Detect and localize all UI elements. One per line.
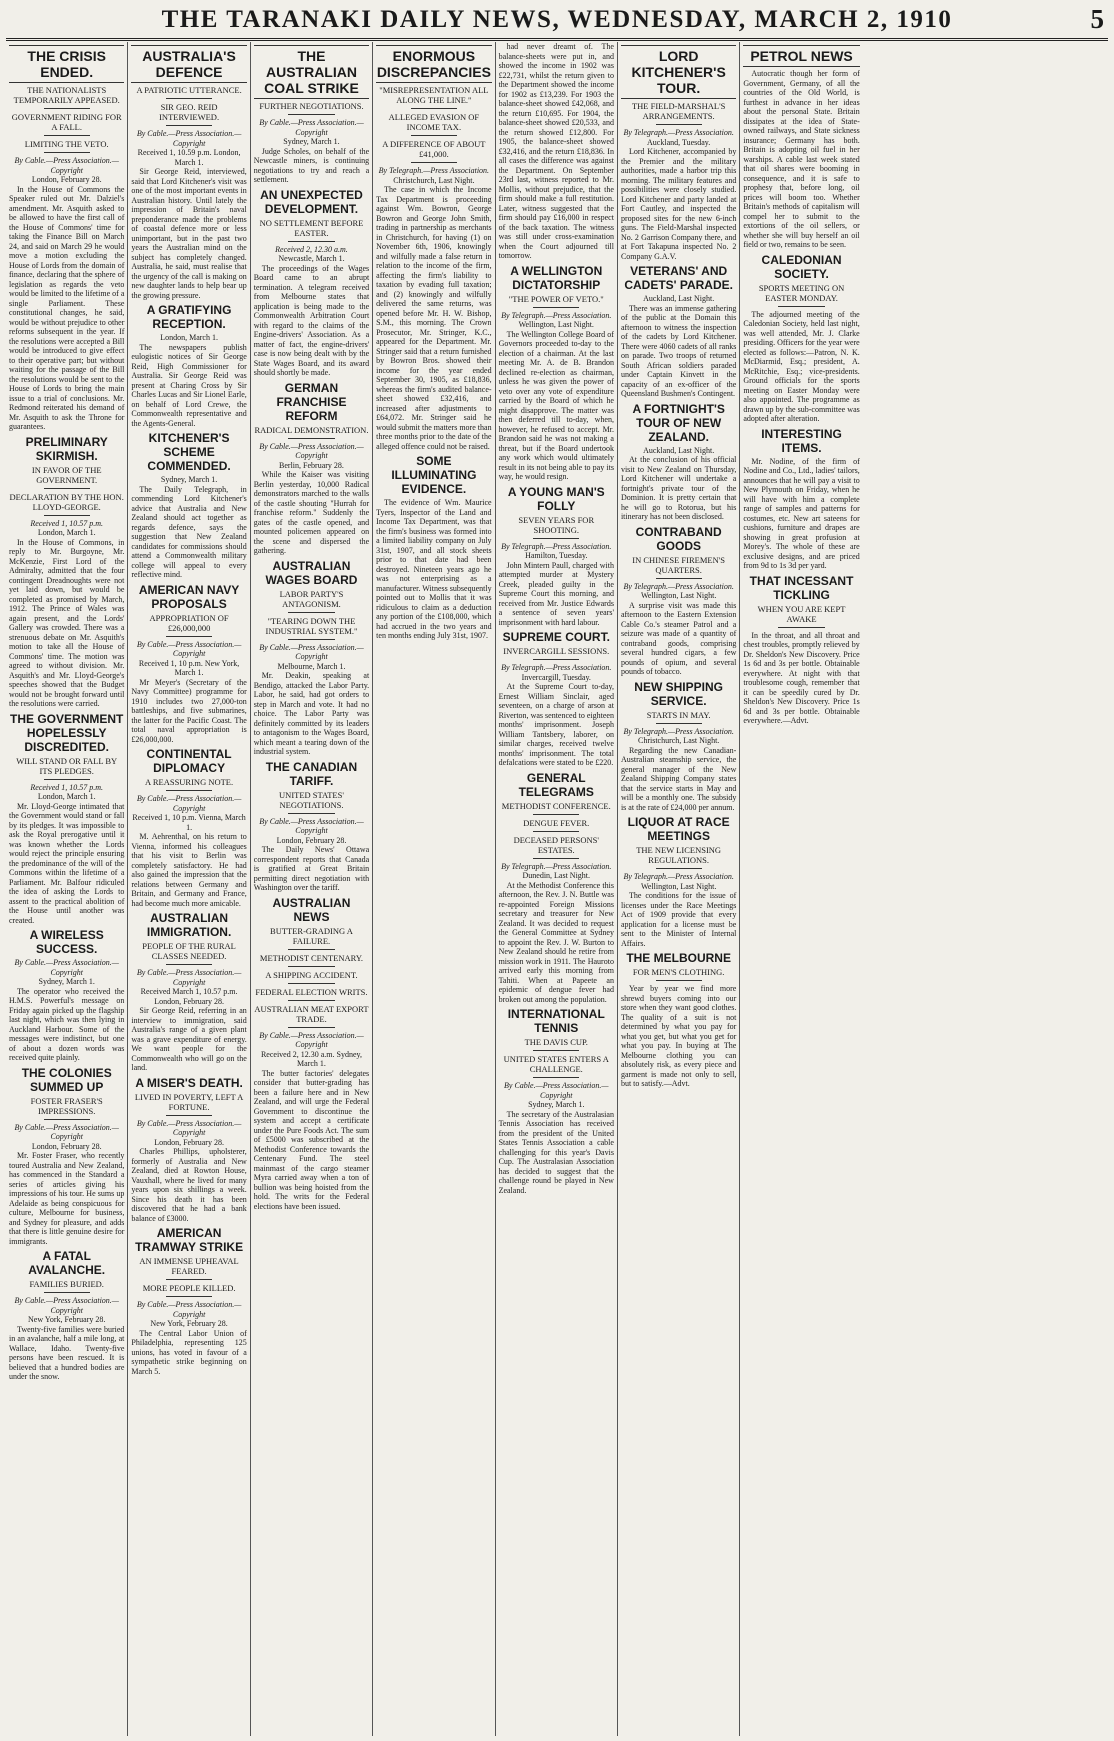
article-headline: AMERICAN TRAMWAY STRIKE (135, 1226, 244, 1254)
article-dateline: Received 1, 10 p.m. New York, March 1. (138, 658, 240, 677)
article-headline: A MISER'S DEATH. (135, 1075, 243, 1090)
article-subhead: FOR MEN'S CLOTHING. (632, 967, 725, 977)
article-dateline: Sydney, March 1. (283, 137, 340, 146)
divider (44, 152, 90, 153)
divider (288, 966, 334, 967)
article-headline: SOME ILLUMINATING EVIDENCE. (391, 454, 477, 496)
article-source: By Cable.—Press Association.—Copyright (14, 1296, 119, 1315)
article-headline: THE CANADIAN TARIFF. (265, 759, 358, 788)
article (131, 583, 246, 745)
article-source: By Cable.—Press Association.—Copyright (14, 958, 119, 977)
article (621, 264, 736, 399)
article-source: By Telegraph.—Press Association. (623, 726, 734, 736)
article-subhead: DECLARATION BY THE HON. LLOYD-GEORGE. (9, 491, 124, 512)
article-body: In the House of Commons the Speaker ruled out Mr. Dalziel's amendment. Mr. Asquith asked to be allowed to have the first call of the House of Commons' time for taking the Finance Bill on March 24, and said on March 29 he would move a motion excluding the House of Lords from the domain of finance, declaring that the sphere of legislation as regards the veto would be limited to the lifetime of a single Parliament. These constitutional changes, he said, would be without prejudice to other reforms subsequent in the year. If the resolutions were accepted a Bill would be introduced to give effect to their operative part; but without waiting for the passage of the Bill the resolutions would be sent to the House of Lords to bring the main issue to a trial of conclusions. Mr. Redmond reiterated his demand of Mr. Asquith to ask the Throne for guarantees. (9, 184, 125, 431)
article (9, 928, 124, 1063)
page-number: 5 (1090, 4, 1104, 34)
divider (166, 1296, 212, 1297)
article-headline: AUSTRALIAN NEWS (272, 895, 351, 924)
article-subhead: IN CHINESE FIREMEN'S QUARTERS. (632, 554, 725, 575)
divider (288, 612, 334, 613)
column-1 (6, 42, 128, 1736)
article-dateline: Received 1, 10 p.m. Vienna, March 1. (132, 813, 246, 832)
divider (533, 538, 579, 539)
divider (44, 488, 90, 489)
article-dateline: London, February 28. (31, 175, 102, 184)
divider (44, 1119, 90, 1120)
article (254, 45, 369, 185)
article-subhead: RADICAL DEMONSTRATION. (254, 424, 369, 435)
divider (44, 779, 90, 780)
article-subhead: IN FAVOR OF THE GOVERNMENT. (31, 464, 102, 485)
article (9, 45, 124, 432)
article-subhead: SIR GEO. REID INTERVIEWED. (159, 102, 220, 122)
article-body: The evidence of Wm. Maurice Tyers, Inspector of the Land and Income Tax Department, was that the firm's business was formed into a limited liability company on July 31st, 1907, and all stock sheets prior to that date had been destroyed. Nineteen years ago he was not enterprising as a manufacturer. Witness subsequently pointed out to Mollis that it was ridiculous to claim as a deduction any portion of the £108,000, which had accrued in the two years and ten months ending July 31st, 1907. (376, 498, 492, 640)
article-body: The case in which the Income Tax Department is proceeding against Wm. Bowron, George Bowron and George John Smith, trading in partnership as merchants in Christchurch, for having (1) on November 6th, 1906, knowingly and wilfully made a false return in relation to the income of the firm, affecting the firm's liability to taxation by evading full taxation; and (2) knowingly and wilfully delivered the same returns, was opened before Mr. H. W. Bishop, S.M., this morning. The Crown Prosecutor, Mr. Stringer, K.C., appeared for the Department. Mr. Stringer said that a return furnished by Bowron Bros. showed their income for the year ended September 30, 1905, as £18,836, whereas the firm's audited balance-sheet showed £32,416, and increased after adjustments to £64,072. Mr. Stringer said he would submit the matters more than three months prior to the date of the alleged offence could not be raised. (376, 185, 492, 451)
article-source: By Cable.—Press Association.—Copyright (259, 1030, 364, 1049)
article-dateline: Melbourne, March 1. (277, 661, 346, 671)
article-source: By Cable.—Press Association.—Copyright (136, 968, 242, 987)
article-dateline: Christchurch, Last Night. (637, 736, 720, 745)
article (743, 253, 859, 424)
article (9, 1249, 124, 1382)
article-body: In the House of Commons, in reply to Mr. Burgoyne, Mr. McKenzie, First Lord of the Admiralty, admitted that the four contingent Dreadnoughts were not yet laid down, but would be completed as promised by March, 1912. The Prince of Wales was again present, and the Lords' Gallery was crowded. There was a strenuous debate on Mr. Asquith's motion to take all the House of Commons' time. The motion was agreed to without division. Mr. Asquith's and Mr. Lloyd-George's speeches showed that the Budget would not be brought forward until the resolutions were carried. (9, 537, 125, 708)
article-dateline: London, February 28. (31, 1141, 102, 1151)
article-source: Received 1, 10.57 p.m. (30, 782, 104, 792)
article-source: By Cable.—Press Association.—Copyright (136, 129, 242, 148)
article-headline: A WELLINGTON DICTATORSHIP (510, 263, 603, 292)
article (131, 431, 246, 580)
article-source: By Cable.—Press Association.—Copyright (259, 441, 364, 460)
article-dateline: New York, February 28. (28, 1315, 106, 1324)
article-subhead: WHEN YOU ARE KEPT AWAKE (757, 603, 846, 624)
article-body: Mr. Deakin, speaking at Bendigo, attacked the Labor Party. Labor, he said, had got orders to step in March and vote. It had no choice. The Labor Party was definitely committed by its leaders to antagonism to the Wages Board, which meant a tearing down of the industrial system. (253, 671, 370, 756)
article-subhead: THE DAVIS CUP. (524, 1037, 588, 1047)
article-body: The proceedings of the Wages Board came to an abrupt termination. A telegram received from Melbourne states that application is being made to the Commonwealth Arbitration Court with regard to the claims of the Engine-drivers' Association. As a matter of fact, the engine-drivers' case is now being dealt with by the State Wages Board, and its award should shortly be made. (253, 263, 370, 377)
article-source: Received 2, 12.30 a.m. (275, 244, 348, 254)
article (254, 188, 369, 378)
article-headline: THE AUSTRALIAN COAL STRIKE (254, 45, 369, 99)
divider (44, 515, 90, 516)
article-subhead: BUTTER-GRADING A FAILURE. (270, 925, 353, 946)
article (499, 771, 614, 1005)
column-4 (373, 42, 495, 1736)
article-source: By Cable.—Press Association.—Copyright (259, 118, 364, 137)
article-source: By Telegraph.—Press Association. (501, 663, 612, 672)
article-subhead: A PATRIOTIC UTTERANCE. (136, 85, 242, 95)
article-body: Mr. Lloyd-George intimated that the Government would stand or fall by its pledges. It was impossible to ask the Royal prerogative until it was known whether the Lords would reject the principle ensuring the predominance of the will of the Commons within the lifetime of a Parliament. Mr. Balfour ridiculed the idea of asking the Lords to assent to the practical abolition of the House until another was created. (9, 801, 125, 925)
article (621, 45, 736, 261)
article-source: By Cable.—Press Association.—Copyright (136, 1300, 242, 1319)
article-subhead: SPORTS MEETING ON EASTER MONDAY. (758, 282, 845, 303)
article-body: had never dreamt of. The balance-sheets were put in, and showed the income in 1902 was £22,731, whilst the return given to the Department showed the income for 1902 as £13,239. For 1903 the balance-sheet showed £42,068, and the return £10,695. For 1904, the balance-sheet showed £20,533, and the return showed £12,800. For 1905, the balance-sheet showed £32,416, and the return £18,836. In all cases the difference was against the Department. On September 23rd last, witness reported to Mr. Mollis, without prejudice, that the firm should make a full restitution. Later, witness suggested that the firm should pay £16,000 in respect of the back taxation. The witness was still under cross-examination when the Court adjourned till tomorrow. (498, 42, 614, 260)
divider (533, 1050, 579, 1051)
divider (288, 813, 334, 814)
article (499, 264, 614, 482)
article-headline: ENORMOUS DISCREPANCIES (376, 45, 491, 83)
article-body: The butter factories' delegates consider that butter-grading has been a failure here and in New Zealand, and will urge the Federal Government to discontinue the system and accept a certificate under the Pure Foods Act. The sum of £5000 was subscribed at the Methodist Conference towards the Centenary Fund. The steel mainmast of the cargo steamer Myra carried away when a ton of bullion was being hoisted from the hold. The writs for the Federal elections have been issued. (253, 1068, 370, 1211)
article-headline: THE CRISIS ENDED. (9, 45, 124, 83)
article-headline: GERMAN FRANCHISE REFORM (276, 380, 347, 423)
masthead (6, 4, 1108, 41)
divider (533, 659, 579, 660)
article-headline: AUSTRALIA'S DEFENCE (131, 45, 246, 83)
article-subhead: METHODIST CENTENARY. (259, 952, 364, 963)
divider (288, 983, 334, 984)
article-body: The Daily News' Ottawa correspondent reports that Canada is gratified at Great Britain permitting direct negotiation with Washington over the tariff. (253, 845, 370, 892)
divider (656, 980, 702, 981)
article-subhead: METHODIST CONFERENCE. (501, 800, 611, 811)
article-headline: PRELIMINARY SKIRMISH. (25, 434, 108, 463)
article (621, 680, 736, 813)
article (131, 911, 246, 1073)
article-body: Year by year we find more shrewd buyers coming into our store when they want good clothes. The quality of a suit is not determined by what you pay for what you get, but what you get for what you pay. In buying at The Melbourne clothing you can absolutely risk, as every piece and garment is made not only to sell, but to satisfy.—Advt. (620, 984, 737, 1088)
article-dateline: Sydney, March 1. (38, 977, 95, 986)
article-headline: A YOUNG MAN'S FOLLY (507, 484, 605, 513)
article-body: The Central Labor Union of Philadelphia, representing 125 unions, has voted in favour of a sympathetic strike beginning on March 5. (131, 1328, 247, 1376)
article-source: By Telegraph.—Press Association. (623, 581, 734, 591)
divider (288, 949, 334, 950)
article-headline: AUSTRALIAN IMMIGRATION. (146, 911, 232, 939)
article-dateline: Received 2, 12.30 a.m. Sydney, March 1. (260, 1049, 362, 1068)
article-subhead: UNITED STATES' NEGOTIATIONS. (279, 789, 344, 810)
article (254, 559, 369, 757)
divider (166, 1279, 212, 1280)
article-source: By Cable.—Press Association.—Copyright (136, 639, 242, 658)
article-body: A surprise visit was made this afternoon to the Eastern Extension Cable Co.'s steamer Patrol and a seizure was made of a quantity of contraband goods, comprising several hundred cigars, a few pounds of opium, and several pounds of tobacco. (620, 600, 737, 676)
article-body: At the Supreme Court to-day, Ernest William Sinclair, aged seventeen, on a charge of arson at Riverton, was sentenced to eighteen months' imprisonment. Joseph William Tantsbery, laborer, on similar charges, received twelve months' imprisonment. The total defalcations were stated to be £220. (498, 682, 614, 767)
article-source: By Telegraph.—Press Association. (501, 541, 612, 551)
article-source: Received 1, 10.57 p.m. (30, 518, 104, 528)
article (376, 454, 491, 641)
article-subhead: THE FIELD-MARSHAL'S ARRANGEMENTS. (631, 101, 726, 121)
article-dateline: London, February 28. (276, 835, 347, 845)
divider (288, 639, 334, 640)
article-subhead: THE NATIONALISTS TEMPORARILY APPEASED. (13, 85, 120, 105)
newspaper-title: THE TARANAKI DAILY NEWS, WEDNESDAY, MARCH 2, 1910 (161, 6, 953, 33)
article-source: By Cable.—Press Association.—Copyright (136, 794, 242, 813)
divider (533, 831, 579, 832)
article-headline: NEW SHIPPING SERVICE. (634, 679, 723, 708)
article-headline: LIQUOR AT RACE MEETINGS (627, 815, 730, 843)
article (743, 574, 859, 726)
article-body: Sir George Reid, interviewed, said that Lord Kitchener's visit was one of the most important events in Australian history. Until lately the impression of Britain's naval preponderance made the problems of coastal defence more or less unimportant, but in the past two years the Australian mind on the subject has completely changed. Australia, he said, must realise that the urgency of the call is making on new daughter lands to help bear up the growing pressure. (131, 167, 247, 300)
divider (44, 1292, 90, 1293)
article (499, 42, 614, 261)
article-subhead: LIVED IN POVERTY, LEFT A FORTUNE. (134, 1091, 244, 1112)
article-dateline: Newcastle, March 1. (278, 254, 345, 263)
article-headline: AMERICAN NAVY PROPOSALS (138, 582, 240, 611)
divider (533, 1077, 579, 1078)
article (621, 525, 736, 677)
article-body: Regarding the new Canadian-Australian steamship service, the general manager of the New Zealand Shipping Company states that the service starts in May and will be a monthly one. The subsidy is at the rate of £24,000 per annum. (620, 745, 737, 812)
article-headline: CONTRABAND GOODS (635, 524, 722, 553)
article (499, 485, 614, 628)
article-body: The Daily Telegraph, in commending Lord Kitchener's advice that Australia and New Zealand should act together as regards defence, says the suggestion that New Zealand candidates for commissions should attend a Commonwealth military college will appeal to every reflective mind. (131, 484, 247, 579)
divider (656, 868, 702, 869)
article-subhead: FEDERAL ELECTION WRITS. (255, 986, 368, 997)
article-body: The conditions for the issue of licenses under the Race Meetings Act of 1909 provide that every application for a license must be sent to the Minister of Internal Affairs. (620, 891, 737, 948)
article-subhead: "THE POWER OF VETO." (508, 293, 604, 304)
article-body: At the conclusion of his official visit to New Zealand on Thursday, Lord Kitchener will undertake a fortnight's private tour of the Dominion. It is pretty certain that he will go to Rotorua, but his itinerary has not been disclosed. (620, 455, 737, 521)
article-body: Sir George Reid, referring in an interview to immigration, said Australia's range of a given plant was a grave expenditure of energy. We want people for the Commonwealth who will go on the land. (131, 1006, 247, 1072)
article-subhead: LABOR PARTY'S ANTAGONISM. (279, 588, 344, 609)
article-body: At the Methodist Conference this afternoon, the Rev. J. N. Buttle was re-appointed Foreign Missions secretary and treasurer for New Zealand. It was decided to request the General Committee at Sydney to appoint the Rev. J. W. Burton to New Zealand should he retire from mission work in 1911. The Hauroto arrived early this morning from Tahiti. When at Papeete an epidemic of dengue fever had broken out among the population. (498, 880, 614, 1004)
article-body: The operator who received the H.M.S. Powerful's message on Friday again picked up the flagship last night, which was then lying in Auckland Harbour. Some of the messages were indistinct, but one of about a dozen words was received quite plainly. (9, 986, 125, 1062)
article-source: By Cable.—Press Association.—Copyright (14, 156, 119, 175)
divider (288, 241, 334, 242)
article-body: Judge Scholes, on behalf of the Newcastle miners, is continuing negotiations to try and reach a settlement. (253, 146, 370, 184)
article-headline: A GRATIFYING RECEPTION. (146, 303, 232, 331)
article-dateline: Wellington, Last Night. (518, 320, 594, 329)
divider (533, 814, 579, 815)
article-body: The newspapers publish eulogistic notices of Sir George Reid, High Commissioner for Australia. Sir George Reid was present at Charing Cross by Sir Charles Lucas and Sir Lionel Earle, on behalf of Lord Crewe, the Commonwealth representative and the Agents-General. (131, 342, 247, 428)
article-headline: PETROL NEWS (743, 45, 859, 67)
article (254, 760, 369, 893)
article (131, 1226, 246, 1376)
article-subhead: A REASSURING NOTE. (145, 777, 234, 787)
article-source: By Telegraph.—Press Association. (501, 861, 612, 871)
divider (44, 135, 90, 136)
article-dateline: Berlin, February 28. (279, 460, 344, 470)
divider (166, 98, 212, 99)
article-headline: AN UNEXPECTED DEVELOPMENT. (260, 187, 363, 216)
article-dateline: Christchurch, Last Night. (393, 175, 475, 185)
article-headline: AUSTRALIAN WAGES BOARD (265, 558, 358, 587)
divider (288, 114, 334, 115)
divider (166, 125, 212, 126)
article-headline: VETERANS' AND CADETS' PARADE. (624, 264, 733, 292)
column-5 (496, 42, 618, 1736)
article-source: By Telegraph.—Press Association. (501, 310, 612, 320)
article-subhead: DENGUE FEVER. (523, 817, 590, 828)
divider (411, 162, 457, 163)
article (499, 1007, 614, 1195)
article (499, 630, 614, 768)
article-subhead: FURTHER NEGOTIATIONS. (259, 101, 364, 111)
divider (656, 723, 702, 724)
divider (288, 1027, 334, 1028)
article-subhead: GOVERNMENT RIDING FOR A FALL. (11, 112, 122, 132)
article-subhead: MORE PEOPLE KILLED. (142, 1283, 236, 1293)
article-subhead: ALLEGED EVASION OF INCOME TAX. (388, 112, 480, 132)
article-dateline: New York, February 28. (150, 1319, 228, 1328)
article-subhead: INVERCARGILL SESSIONS. (503, 646, 610, 656)
article (131, 1076, 246, 1224)
article (376, 45, 491, 451)
article-dateline: London, March 1. (37, 792, 96, 801)
article-dateline: Auckland, Tuesday. (647, 137, 711, 147)
article-subhead: "TEARING DOWN THE INDUSTRIAL SYSTEM." (265, 615, 358, 636)
article-body: Mr. Nodine, of the firm of Nodine and Co., Ltd., ladies' tailors, announces that he will pay a visit to New Plymouth on Friday, when he will have with him a complete range of samples and patterns for costumes, etc. New art sateens for cushions, furniture and drapes are showing in great profusion at Morey's. The whole of these are exclusive designs, and are priced from 9d to 1s 3d per yard. (743, 456, 860, 570)
article-headline: THE GOVERNMENT HOPELESSLY DISCREDITED. (10, 711, 124, 754)
article-body: There was an immense gathering of the public at the Domain this afternoon to witness the inspection of the cadets by Lord Kitchener. There were 4060 cadets of all ranks on parade. Two troops of returned South African soldiers paraded under Captain Kinvett in the capacity of an ex-officer of the Queensland Bushmen's Contingent. (620, 303, 737, 398)
article-subhead: LIMITING THE VETO. (24, 139, 109, 149)
article (9, 435, 124, 709)
article-source: By Cable.—Press Association.—Copyright (14, 1122, 119, 1141)
article (743, 45, 859, 250)
article-dateline: Sydney, March 1. (160, 475, 218, 484)
column-2 (128, 42, 250, 1736)
article-headline: A FATAL AVALANCHE. (28, 1249, 106, 1277)
article-dateline: London, March 1. (37, 528, 96, 537)
article-subhead: DECEASED PERSONS' ESTATES. (513, 834, 599, 855)
article-subhead: FOSTER FRASER'S IMPRESSIONS. (30, 1095, 103, 1116)
column-3 (251, 42, 373, 1736)
article-source: By Cable.—Press Association.—Copyright (136, 1118, 242, 1137)
divider (288, 1000, 334, 1001)
divider (778, 306, 825, 307)
article-source: By Telegraph.—Press Association. (623, 872, 734, 881)
article-subhead: A DIFFERENCE OF ABOUT £41,000. (382, 139, 486, 159)
divider (411, 108, 457, 109)
columns (6, 42, 1108, 1736)
article-dateline: Dunedin, Last Night. (522, 871, 591, 880)
article-headline: LORD KITCHENER'S TOUR. (621, 45, 736, 99)
article (254, 896, 369, 1212)
divider (288, 438, 334, 439)
article-body: John Mintern Paull, charged with attempted murder at Mystery Creek, pleaded guilty in the Supreme Court this morning, and received from Mr. Justice Edwards a sentence of seven years' imprisonment with hard labour. (498, 560, 614, 627)
article-subhead: NO SETTLEMENT BEFORE EASTER. (259, 217, 364, 238)
article-headline: SUPREME COURT. (502, 630, 610, 644)
article-source: By Telegraph.—Press Association. (623, 128, 734, 137)
article-source: By Cable.—Press Association.—Copyright (259, 816, 364, 835)
article-subhead: AN IMMENSE UPHEAVAL FEARED. (139, 1256, 239, 1276)
article-headline: A FORTNIGHT'S TOUR OF NEW ZEALAND. (632, 401, 725, 444)
article-source: By Telegraph.—Press Association. (378, 166, 490, 175)
article-headline: INTERNATIONAL TENNIS (507, 1007, 605, 1035)
article (131, 303, 246, 428)
article-body: Mr Meyer's (Secretary of the Navy Committee) programme for 1910 includes two 27,000-ton battleships, and five submarines, the latter for the Pacific Coast. The total naval appropriation is £26,000,000. (131, 677, 247, 744)
article-body: The secretary of the Australasian Tennis Association has received from the president of the United States Tennis Association a cable challenging for this year's Davis Cup. The Australasian Association has decided to suggest that the challenge round be played in New Zealand. (498, 1109, 614, 1195)
article (254, 381, 369, 556)
column-7 (740, 42, 862, 1736)
article-subhead: PEOPLE OF THE RURAL CLASSES NEEDED. (142, 941, 236, 961)
article-dateline: Sydney, March 1. (528, 1100, 585, 1109)
divider (656, 124, 702, 125)
divider (656, 578, 702, 579)
article-subhead: FAMILIES BURIED. (29, 1279, 104, 1289)
article-headline: KITCHENER'S SCHEME COMMENDED. (147, 431, 231, 473)
article-source: By Cable.—Press Association.—Copyright (259, 642, 364, 661)
article-headline: THAT INCESSANT TICKLING (749, 573, 854, 602)
divider (411, 135, 457, 136)
divider (166, 636, 212, 637)
article-body: Lord Kitchener, accompanied by the Premier and the military authorities, made a harbor trip this morning. The military features and possibilities were closely studied. Lord Kitchener and party landed at Fort Cautley, and inspected the proposed sites for the new 6-inch guns. The Field-Marshal inspected No. 2 Garrison Company there, and at Fort Takapuna inspected No. 2 Company G.A.V. (620, 147, 737, 261)
article-subhead: STARTS IN MAY. (646, 709, 711, 720)
article-headline: CALEDONIAN SOCIETY. (761, 252, 842, 281)
article-dateline: Auckland, Last Night. (643, 294, 715, 303)
divider (166, 790, 212, 791)
article-dateline: London, February 28. (154, 1137, 224, 1147)
article (131, 45, 246, 300)
article (621, 815, 736, 948)
article-headline: INTERESTING ITEMS. (761, 426, 842, 455)
article (621, 951, 736, 1089)
article-source: By Cable.—Press Association.—Copyright (504, 1081, 609, 1100)
article-subhead: A SHIPPING ACCIDENT. (265, 969, 358, 980)
article-headline: THE COLONIES SUMMED UP (21, 1065, 112, 1094)
article (9, 712, 124, 926)
article-dateline: Received March 1, 10.57 p.m. London, February 28. (140, 987, 238, 1006)
article-subhead: UNITED STATES ENTERS A CHALLENGE. (503, 1054, 609, 1074)
article-body: M. Aehrenthal, on his return to Vienna, informed his colleagues that his visit to Berlin was completely satisfactory. He had also gained the impression that the relations between Germany and Britain, and Germany and France, had become much more amicable. (131, 832, 247, 908)
article (743, 427, 859, 571)
article-dateline: Wellington, Last Night. (640, 591, 717, 600)
article-dateline: Wellington, Last Night. (640, 881, 717, 891)
article-body: Charles Phillips, upholsterer, formerly of Australia and New Zealand, died at Rowton House, Vauxhall, where he lived for many years upon six shillings a week. Since his death it has been discovered that he had a bank balance of £3000. (131, 1147, 247, 1223)
divider (533, 307, 579, 308)
article (9, 1066, 124, 1247)
article-dateline: Auckland, Last Night. (643, 445, 715, 455)
article-headline: A WIRELESS SUCCESS. (29, 928, 104, 956)
article-headline: THE MELBOURNE (626, 951, 731, 965)
article-body: The Wellington College Board of Governors proceeded to-day to the election of a chairman. At the last meeting Mr. A. de B. Brandon declined re-election as chairman, unless he was given the power of veto over any vote of expenditure carried by the Board of which he might disapprove. The matter was then deferred till to-day, when, however, he refused to accept. Mr. Brandon said he was not making a threat, but if the Board undertook any work which would ultimately result in its not being able to pay its way, he would resign. (498, 329, 614, 481)
article (621, 402, 736, 522)
article (131, 747, 246, 908)
article-dateline: Hamilton, Tuesday. (525, 551, 588, 560)
article-body: The adjourned meeting of the Caledonian Society, held last night, was well attended, Mr. J. Clarke presiding. Officers for the year were elected as follows:—Patron, N. K. McDiarmid, Esq.; president, A. McRitchie, Esq.; vice-presidents. Ground officials for the sports meeting on Easter Monday were also appointed. The programme as drawn up by the sub-committee was adopted after alteration. (743, 309, 860, 423)
divider (44, 108, 90, 109)
divider (166, 1115, 212, 1116)
column-6 (618, 42, 740, 1736)
article-body: Mr. Foster Fraser, who recently toured Australia and New Zealand, has commenced in the Standard a series of articles giving his impressions of his tour. He sums up Adelaide as being conspicuous for culture, Melbourne for business, and Sydney for pleasure, and adds that there is little genuine desire for immigrants. (9, 1151, 125, 1246)
article-headline: CONTINENTAL DIPLOMACY (146, 747, 232, 775)
article-dateline: London, March 1. (160, 333, 218, 342)
article-subhead: WILL STAND OR FALL BY ITS PLEDGES. (16, 755, 118, 776)
article-subhead: SEVEN YEARS FOR SHOOTING. (518, 514, 595, 535)
divider (166, 964, 212, 965)
divider (778, 627, 825, 628)
article-subhead: APPROPRIATION OF £26,000,000 (149, 612, 229, 633)
divider (533, 858, 579, 859)
article-body: Twenty-five families were buried in an avalanche, half a mile long, at Wallace, Idaho. Twenty-five persons have been rescued. It is believed that a hundred bodies are under the snow. (9, 1324, 125, 1381)
article-body: In the throat, and all throat and chest troubles, promptly relieved by Dr. Sheldon's New Discovery. Price 1s 6d and 3s per bottle. Obtainable everywhere. At night with that troublesome cough, remember that it can be speedily cured by Dr. Sheldon's New Discovery. Price 1s 6d and 3s per bottle. Obtainable everywhere.—Advt. (743, 630, 860, 725)
article-dateline: Invercargill, Tuesday. (521, 672, 591, 682)
article-subhead: THE NEW LICENSING REGULATIONS. (636, 845, 722, 865)
article-body: While the Kaiser was visiting Berlin yesterday, 10,000 Radical demonstrators marched to the walls of the castle shouting "Hurrah for franchise reform." Suddenly the gates of the castle opened, and mounted policemen appeared on the scene and dispersed the gathering. (253, 470, 370, 555)
article-subhead: "MISREPRESENTATION ALL ALONG THE LINE." (379, 85, 489, 105)
article-headline: GENERAL TELEGRAMS (518, 770, 594, 799)
article-body: Autocratic though her form of Government, Germany, of all the countries of the Old World, is furthest in advance in her ideas about the personal State. Britain dissipates at the idea of State-owned railways, and State sickness insurance; Germany has both. Britain is adopting oil fuel in her warships. A cable last week stated that oil shares were booming in consequence, and it is safe to prophesy that, before long, oil prices will boom too. Whether Britain's methods of capitalism will compel her to submit to the extortions of the oil sellers, or whether she will buy herself an oil field or two, remains to be seen. (743, 69, 860, 249)
article-subhead: AUSTRALIAN MEAT EXPORT TRADE. (254, 1003, 369, 1024)
article-dateline: Received 1, 10.59 p.m. London, March 1. (137, 148, 241, 167)
